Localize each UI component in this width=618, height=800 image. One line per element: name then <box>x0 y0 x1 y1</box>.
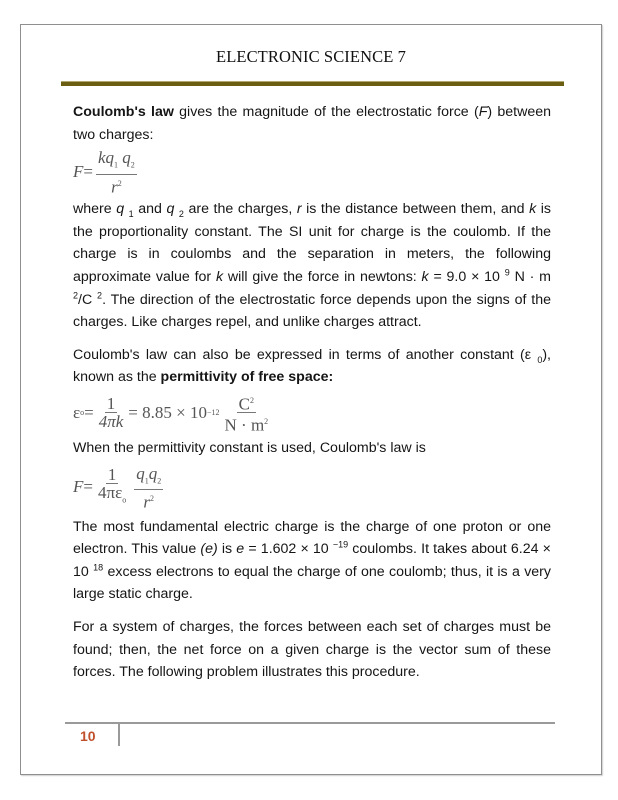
footer-rule <box>65 722 555 724</box>
fraction: $\frac{kq_1 q_2}{r^2}$ <box>97 148 135 197</box>
paragraph-permittivity: Coulomb's law can also be expressed in terms of another constant (ε $_0$), known as the permittivity of free space: <box>73 346 551 386</box>
paragraph-fundamental-charge: The most fundamental electric charge is the charge of one proton or one electron. This value (e) is e = 1.602 × 10 $^{-19}$ coulombs. It takes about 6.24 × 10 $^{18}$ excess electrons to equal the charge of one coulomb; thus, it is a very large static charge. <box>73 518 551 603</box>
equation-coulomb-permittivity: F = $\frac{1}{4\pi\varepsilon_o}$ $\frac{q_1q_2}{r^2}$ <box>73 463 162 512</box>
header-rule <box>61 81 564 86</box>
equation-permittivity: ε o = $\frac{1}{4\pi k}$ = 8.85 × 10 −12 $\frac{C^2}{N \cdot m^2}$ <box>73 389 551 437</box>
paragraph-variables: where q $_1$ and q $_2$ are the charges, r is the distance between them, and k is the proportionality constant. The SI unit for charge is the coulomb. If the charge is in coulombs and the separation in meters, the following approximate value for k will give the force in newtons: k = 9.0 × 10 $^9$ N · m $^2$/C $^2$. The direction of the electrostatic force depends upon the signs of the charges. Like charges repel, and unlike charges attract. <box>73 201 551 331</box>
paragraph-coulombs-law-intro: Coulomb's law gives the magnitude of the electrostatic force (F) between two charges: <box>73 104 551 143</box>
paragraph-permittivity-law: When the permittivity constant is used, Coulomb's law is <box>73 439 426 456</box>
term-permittivity: permittivity of free space: <box>160 369 334 386</box>
footer-separator <box>118 722 120 746</box>
page-header-title: ELECTRONIC SCIENCE 7 <box>216 47 406 66</box>
document-page <box>20 24 602 775</box>
page-content <box>73 101 551 684</box>
term-coulombs-law: Coulomb's law <box>73 104 174 120</box>
paragraph-system-of-charges: For a system of charges, the forces between each set of charges must be found; then, the net force on a given charge is the vector sum of these forces. The following problem illustrates this procedure. <box>73 618 551 681</box>
page-number: 10 <box>80 728 96 744</box>
equation-coulomb-force: F = $\frac{kq_1 q_2}{r^2}$ <box>73 148 135 197</box>
